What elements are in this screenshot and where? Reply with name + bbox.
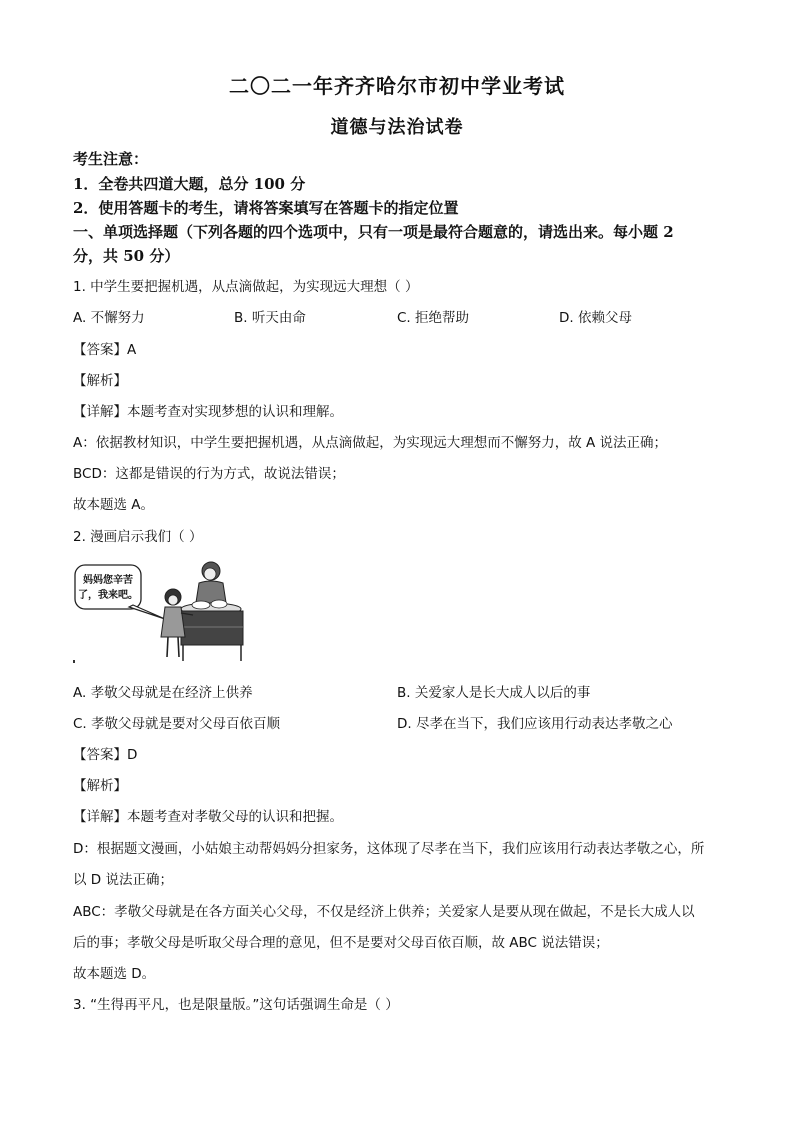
q1-option-b: B. 听天由命 (234, 310, 306, 326)
q2-explanation-line: D：根据题文漫画，小姑娘主动帮妈妈分担家务，这体现了尽孝在当下，我们应该用行动表达孝敬之心，所 (73, 841, 705, 857)
q1-option-d: D. 依赖父母 (559, 310, 632, 326)
q1-explanation-line: A：依据教材知识，中学生要把握机遇，从点滴做起，为实现远大理想而不懈努力，故 A 说法正确； (73, 435, 668, 451)
q1-option-c: C. 拒绝帮助 (397, 310, 470, 326)
section-heading-line1: 一、单项选择题（下列各题的四个选项中，只有一项是最符合题意的，请选出来。每小题 2 (73, 223, 674, 241)
q2-option-c: C. 孝敬父母就是要对父母百依百顺 (73, 716, 281, 732)
q1-detail: 【详解】本题考查对实现梦想的认识和理解。 (73, 404, 343, 420)
q2-option-a: A. 孝敬父母就是在经济上供养 (73, 685, 253, 701)
cartoon-illustration (73, 557, 251, 667)
exam-subtitle: 道德与法治试卷 (330, 117, 464, 138)
q2-stem: 2. 漫画启示我们（ ） (73, 529, 203, 545)
q2-analysis-label: 【解析】 (73, 778, 127, 794)
q2-answer: 【答案】D (73, 747, 138, 763)
notice-item-2: 2．使用答题卡的考生，请将答案填写在答题卡的指定位置 (73, 199, 459, 217)
q2-explanation-line: ABC：孝敬父母就是在各方面关心父母，不仅是经济上供养；关爱家人是要从现在做起，不是长大成人以 (73, 904, 695, 920)
scan-speck (73, 660, 75, 663)
washbasin (181, 600, 243, 661)
speech-line-1: 妈妈您辛苦 (83, 575, 133, 586)
q2-explanation-line: 后的事；孝敬父母是听取父母合理的意见，但不是要对父母百依百顺，故 ABC 说法错误； (73, 935, 609, 951)
q2-option-b: B. 关爱家人是长大成人以后的事 (397, 685, 591, 701)
q2-explanation-line: 以 D 说法正确； (73, 872, 173, 888)
notice-heading: 考生注意： (73, 150, 149, 168)
q2-option-d: D. 尽孝在当下，我们应该用行动表达孝敬之心 (397, 716, 673, 732)
speech-line-2: 了，我来吧。 (78, 590, 138, 601)
q1-option-a: A. 不懈努力 (73, 310, 145, 326)
notice-item-1: 1．全卷共四道大题，总分 100 分 (73, 175, 306, 193)
speech-bubble-tail (129, 605, 165, 619)
q1-explanation-line: BCD：这都是错误的行为方式，故说法错误； (73, 466, 345, 482)
q1-stem: 1. 中学生要把握机遇，从点滴做起，为实现远大理想（ ） (73, 279, 419, 295)
q2-conclusion: 故本题选 D。 (73, 966, 156, 982)
q1-answer: 【答案】A (73, 342, 137, 358)
q2-detail: 【详解】本题考查对孝敬父母的认识和把握。 (73, 809, 343, 825)
exam-title: 二〇二一年齐齐哈尔市初中学业考试 (229, 74, 565, 98)
q1-analysis-label: 【解析】 (73, 373, 127, 389)
speech-bubble (75, 565, 141, 609)
q1-conclusion: 故本题选 A。 (73, 497, 155, 513)
q3-stem: 3. “生得再平凡，也是限量版。”这句话强调生命是（ ） (73, 997, 399, 1013)
section-heading-line2: 分，共 50 分） (73, 247, 180, 265)
